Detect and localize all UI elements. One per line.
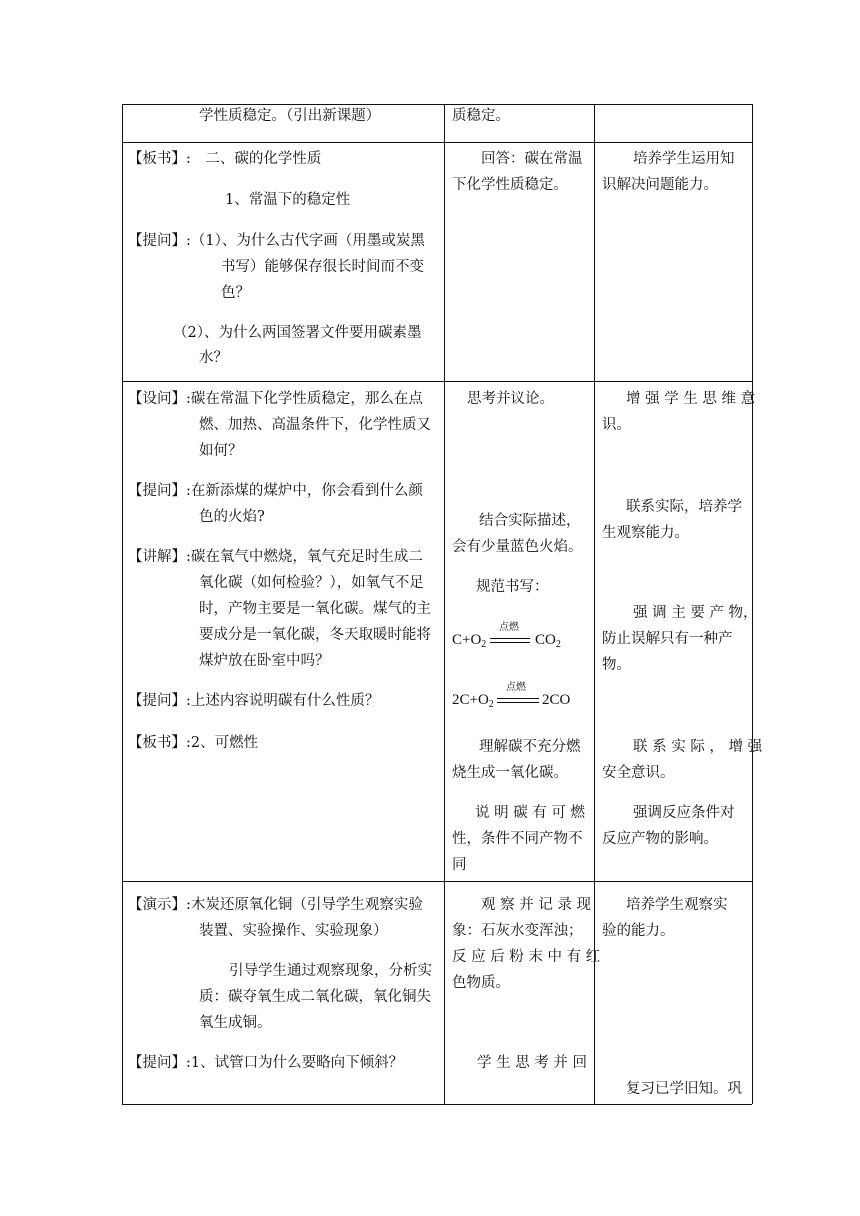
row4-teacher-line: 引导学生通过观察现象，分析实	[229, 963, 432, 979]
row3-teacher-line: 如何？	[199, 443, 243, 459]
row3-purpose-line: 安全意识。	[602, 765, 675, 781]
equation-1	[452, 630, 486, 655]
row3-student-line: 说 明 碳 有 可 燃	[475, 805, 586, 821]
equation-1-product-wrap	[535, 630, 561, 655]
equation-2	[452, 690, 494, 715]
row-divider-1	[122, 142, 752, 143]
row3-student-line: 性，条件不同产物不	[452, 831, 583, 847]
equation-2-product-wrap	[542, 690, 570, 710]
equation-2-reactants: 2C+O	[452, 692, 489, 708]
row2-purpose-line-1: 培养学生运用知	[633, 151, 735, 167]
row2-teacher-line-6: （2）、为什么两国签署文件要用碳素墨	[173, 325, 422, 341]
row1-student-text: 质稳定。	[452, 108, 510, 124]
row2-teacher-line-2: 1、常温下的稳定性	[225, 192, 351, 208]
equation-1-product-subscript: 2	[555, 639, 561, 650]
row3-purpose-line: 物。	[602, 657, 631, 673]
equation-2-subscript: 2	[488, 699, 494, 710]
row4-purpose-line: 验的能力。	[602, 923, 675, 939]
row1-teacher-text: 学性质稳定。（引出新课题）	[199, 108, 381, 124]
row3-purpose-line: 联 系 实 际 ， 增 强	[633, 739, 763, 755]
row4-purpose-line: 复习已学旧知。巩	[626, 1081, 742, 1097]
row3-student-line: 理解碳不充分燃	[479, 739, 581, 755]
row2-teacher-line-4: 书写）能够保存很长时间而不变	[221, 259, 424, 275]
table-left-border	[122, 104, 123, 1104]
row2-purpose-line-2: 识解决问题能力。	[602, 177, 718, 193]
row3-student-line: 结合实际描述，	[479, 513, 581, 529]
equation-2-double-line	[497, 698, 539, 703]
row3-purpose-line: 识。	[602, 417, 631, 433]
row3-student-line: 会有少量蓝色火焰。	[452, 539, 583, 555]
row3-purpose-line: 联系实际，培养学	[626, 499, 742, 515]
row3-purpose-line: 生观察能力。	[602, 525, 689, 541]
equation-1-subscript: 2	[481, 639, 487, 650]
row3-student-line: 同	[452, 857, 467, 873]
column-divider-1	[444, 104, 445, 1104]
row3-teacher-line: 【提问】:上述内容说明碳有什么性质？	[128, 693, 380, 709]
row3-purpose-line: 防止误解只有一种产	[602, 631, 733, 647]
row3-teacher-line: 【提问】:在新添煤的煤炉中，你会看到什么颜	[128, 483, 423, 499]
row3-purpose-line: 增 强 学 生 思 维 意	[626, 391, 756, 407]
row-divider-2	[122, 381, 752, 382]
row4-teacher-line: 【演示】:木炭还原氧化铜（引导学生观察实验	[128, 897, 423, 913]
row4-teacher-line: 质：碳夺氧生成二氧化碳，氧化铜失	[199, 989, 431, 1005]
row3-teacher-line: 色的火焰?	[199, 509, 265, 525]
equation-1-double-line	[490, 638, 530, 643]
row4-student-line: 反 应 后 粉 末 中 有 红	[452, 949, 601, 965]
row3-teacher-line: 氧化碳（如何检验？），如氧气不足	[199, 575, 424, 591]
table-bottom-border	[122, 1104, 752, 1105]
row4-teacher-line: 氧生成铜。	[199, 1015, 272, 1031]
row2-teacher-line-7: 水？	[199, 350, 228, 366]
row3-teacher-line: 【设问】:碳在常温下化学性质稳定，那么在点	[128, 391, 423, 407]
row3-teacher-line: 【讲解】:碳在氧气中燃烧，氧气充足时生成二	[128, 549, 423, 565]
row3-student-line: 规范书写：	[476, 579, 549, 595]
row2-teacher-line-5: 色？	[221, 285, 250, 301]
row3-teacher-line: 煤炉放在卧室中吗？	[199, 653, 330, 669]
row4-student-line: 观 察 并 记 录 现	[481, 897, 592, 913]
row3-teacher-line: 要成分是一氧化碳，冬天取暖时能将	[199, 627, 431, 643]
row4-student-line: 学 生 思 考 并 回	[477, 1055, 588, 1071]
row4-teacher-line: 【提问】:1、试管口为什么要略向下倾斜？	[128, 1055, 404, 1071]
row3-purpose-line: 反应产物的影响。	[602, 831, 718, 847]
table-top-border	[122, 104, 752, 105]
equation-2-product: 2CO	[542, 692, 571, 708]
row4-student-line: 象：石灰水变浑浊；	[452, 923, 583, 939]
equation-2-condition: 点燃	[506, 682, 526, 693]
row3-student-line: 烧生成一氧化碳。	[452, 765, 568, 781]
row3-student-line: 思考并议论。	[467, 391, 554, 407]
row2-student-line-2: 下化学性质稳定。	[452, 177, 568, 193]
row4-teacher-line: 装置、实验操作、实验现象）	[199, 923, 388, 939]
row4-purpose-line: 培养学生观察实	[626, 897, 728, 913]
row3-purpose-line: 强调反应条件对	[633, 805, 735, 821]
row-divider-3	[122, 881, 752, 882]
row2-student-line-1: 回答：碳在常温	[481, 151, 583, 167]
equation-1-condition: 点燃	[499, 622, 519, 633]
row4-student-line: 色物质。	[452, 975, 510, 991]
row3-teacher-line: 时，产物主要是一氧化碳。煤气的主	[199, 601, 431, 617]
row2-teacher-line-3: 【提问】:（1）、为什么古代字画（用墨或炭黑	[128, 233, 425, 249]
row3-teacher-line: 【板书】:2、可燃性	[128, 735, 259, 751]
equation-1-reactants: C+O	[452, 632, 482, 648]
row2-teacher-line-1: 【板书】: 二、碳的化学性质	[128, 151, 322, 167]
row3-teacher-line: 燃、加热、高温条件下，化学性质又	[199, 417, 431, 433]
row3-purpose-line: 强 调 主 要 产 物，	[633, 605, 758, 621]
equation-1-product: CO	[535, 632, 556, 648]
